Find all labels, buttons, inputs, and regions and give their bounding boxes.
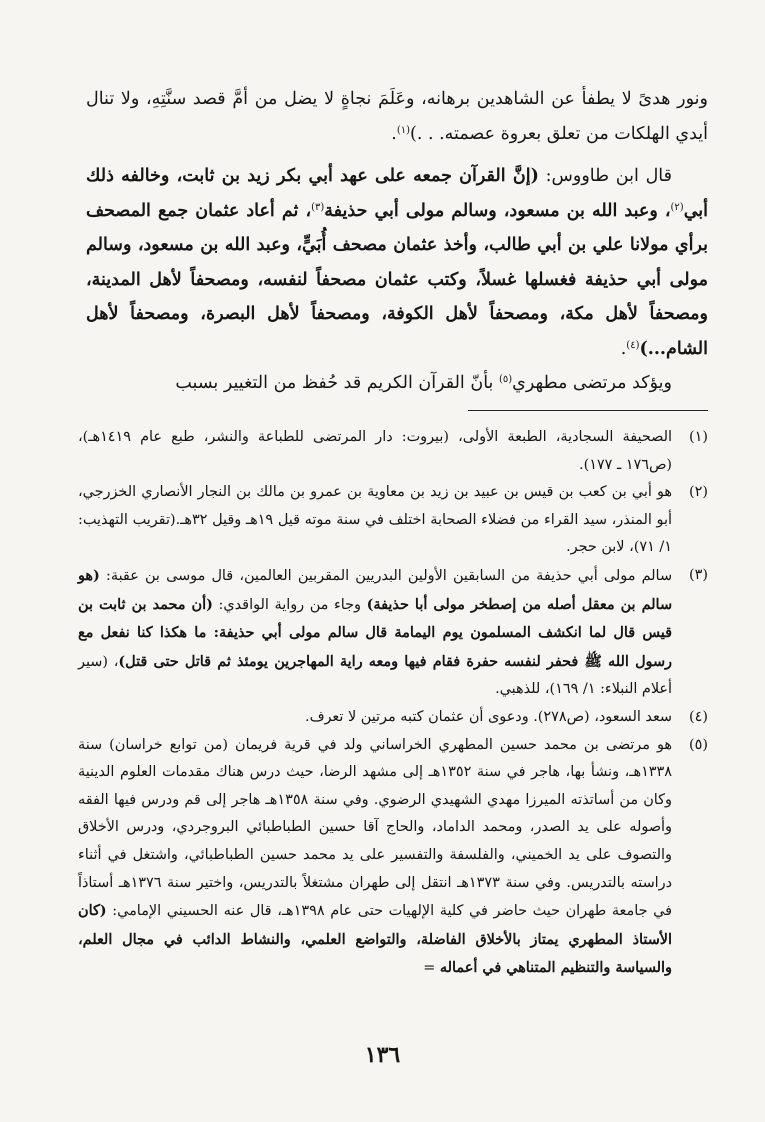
footnote-text: هو مرتضى بن محمد حسين المطهري الخراساني ولد في قرية فريمان (من توابع خراسان) سنة ١٣٣٨هـ، ونشأ بها، هاجر في سنة ١٣٥٢هـ إلى مشهد الرضا، حيث درس هناك مقدمات العلوم الدينية وكان من أساتذته الميرزا مهدي الشهيدي الرضوي. وفي سنة ١٣٥٨هـ هاجر إلى قم ودرس فيها الفقه وأصوله على يد الصدر، ومحمد الداماد، والحاج آقا حسين الطباطبائي البروجردي، ودرس الأخلاق والتصوف على يد الخميني، والفلسفة والتفسير على يد محمد حسين الطباطبائي، واشتغل في أثناء دراسته بالتدريس. وفي سنة ١٣٧٣هـ انتقل إلى طهران مشتغلاً بالتدريس، واختير سنة ١٣٧٦هـ أستاذاً في جامعة طهران حيث حاضر في كلية الإلهيات حتى عام ١٣٩٨هـ، قال عنه الحسيني الإمامي: (كان الأستاذ المطهري يمتاز بالأخلاق الفاضلة، والتواضع العلمي، والنشاط الدائب في مجال العلم، والسياسة والتنظيم المتناهي في أعماله = bbox=[78, 736, 672, 977]
footnote-number: (٥) bbox=[689, 736, 708, 753]
footnote-ref-3[interactable]: (٣) bbox=[311, 201, 325, 213]
footnote-ref-2[interactable]: (٢) bbox=[670, 201, 684, 213]
footnote-number: (٤) bbox=[689, 708, 708, 725]
footnote-2 bbox=[78, 479, 708, 562]
page-number: ١٣٦ bbox=[364, 1042, 401, 1068]
paragraph-3: ويؤكد مرتضى مطهري$^{(٥)}$ بأنّ القرآن الكريم قد حُفظ من التغيير بسبب bbox=[175, 373, 672, 393]
paragraph-2: قال ابن طاووس: (إنَّ القرآن جمعه على عهد أبي بكر زيد بن ثابت، وخالفه ذلك أبي$^{(٢)}$، وعبد الله بن مسعود، وسالم مولى أبي حذيفة$^{(٣)}$، ثم أعاد عثمان جمع المصحف برأي مولانا علي بن أبي طالب، وأخذ عثمان مصحف أُبَيٍّ، وعبد الله بن مسعود، وسالم مولى أبي حذيفة فغسلها غسلاً، وكتب عثمان مصحفاً لنفسه، ومصحفاً لأهل المدينة، ومصحفاً لأهل مكة، ومصحفاً لأهل الكوفة، ومصحفاً لأهل البصرة، ومصحفاً لأهل الشام...)$^{(٤)}$. bbox=[86, 166, 709, 359]
footnote-text: هو أبي بن كعب بن قيس بن عبيد بن زيد بن معاوية بن عمرو بن مالك بن النجار الأنصاري الخزرجي، أبو المنذر، سيد القراء من فضلاء الصحابة اختلف في سنة موته قيل ١٩هـ وقيل ٣٢هـ.(تقريب التهذيب: ١/ ٧١)، لابن حجر. bbox=[78, 484, 672, 556]
quote-ibn-tawus: (إنَّ القرآن جمعه على عهد أبي بكر زيد بن ثابت، وخالفه ذلك أبي$^{(٢)}$، وعبد الله بن مسعود، وسالم مولى أبي حذيفة$^{(٣)}$، ثم أعاد عثمان جمع المصحف برأي مولانا علي بن أبي طالب، وأخذ عثمان مصحف أُبَيٍّ، وعبد الله بن مسعود، وسالم مولى أبي حذيفة فغسلها غسلاً، وكتب عثمان مصحفاً لنفسه، ومصحفاً لأهل المدينة، ومصحفاً لأهل مكة، ومصحفاً لأهل الكوفة، ومصحفاً لأهل البصرة، ومصحفاً لأهل الشام...) bbox=[86, 166, 709, 359]
footnote-number: (١) bbox=[689, 429, 708, 445]
footnote-number: (٣) bbox=[689, 566, 708, 583]
footnote-ref-4[interactable]: (٤) bbox=[626, 339, 640, 351]
footnote-5 bbox=[78, 732, 708, 983]
main-text bbox=[86, 82, 708, 401]
footnote-text: الصحيفة السجادية، الطبعة الأولى، (بيروت: دار المرتضى للطباعة والنشر، طبع عام ١٤١٩هـ)، (ص١٧٦ ـ ١٧٧). bbox=[78, 429, 672, 473]
footnote-1 bbox=[78, 424, 708, 479]
footnote-ref-1[interactable]: (١) bbox=[396, 124, 411, 136]
footnote-text: سعد السعود، (ص٢٧٨). ودعوى أن عثمان كتبه مرتين لا تعرف. bbox=[305, 708, 672, 725]
footnote-4 bbox=[78, 704, 708, 732]
paragraph-1: ونور هدىً لا يطفأ عن الشاهدين برهانه، وعَلَمَ نجاةٍ لا يضل من أمَّ قصد سنَّتِهِ، ولا تنال أيدي الهلكات من تعلق بعروة عصمته. . .)$^{(١)}$. bbox=[86, 89, 708, 144]
footnotes bbox=[78, 424, 708, 983]
footnote-3 bbox=[78, 562, 708, 704]
continuation-mark: = bbox=[423, 960, 440, 977]
footnote-divider bbox=[468, 410, 708, 411]
footnote-number: (٢) bbox=[689, 484, 708, 501]
footnote-ref-5[interactable]: (٥) bbox=[498, 374, 513, 385]
footnote-text: سالم مولى أبي حذيفة من السابقين الأولين البدريين المقربين العالمين، قال موسى بن عقبة: (هو سالم بن معقل أصله من إصطخر مولى أبا حذيفة) وجاء من رواية الواقدي: (أن محمد بن ثابت بن قيس قال لما انكشف المسلمون يوم اليمامة قال سالم مولى أبي حذيفة: ما هكذا كنا نفعل مع رسول الله ﷺ فحفر لنفسه حفرة فقام فيها ومعه راية المهاجرين يومئذ ثم قاتل حتى قتل)، (سير أعلام النبلاء: ١/ ١٦٩)، للذهبي. bbox=[78, 566, 673, 698]
